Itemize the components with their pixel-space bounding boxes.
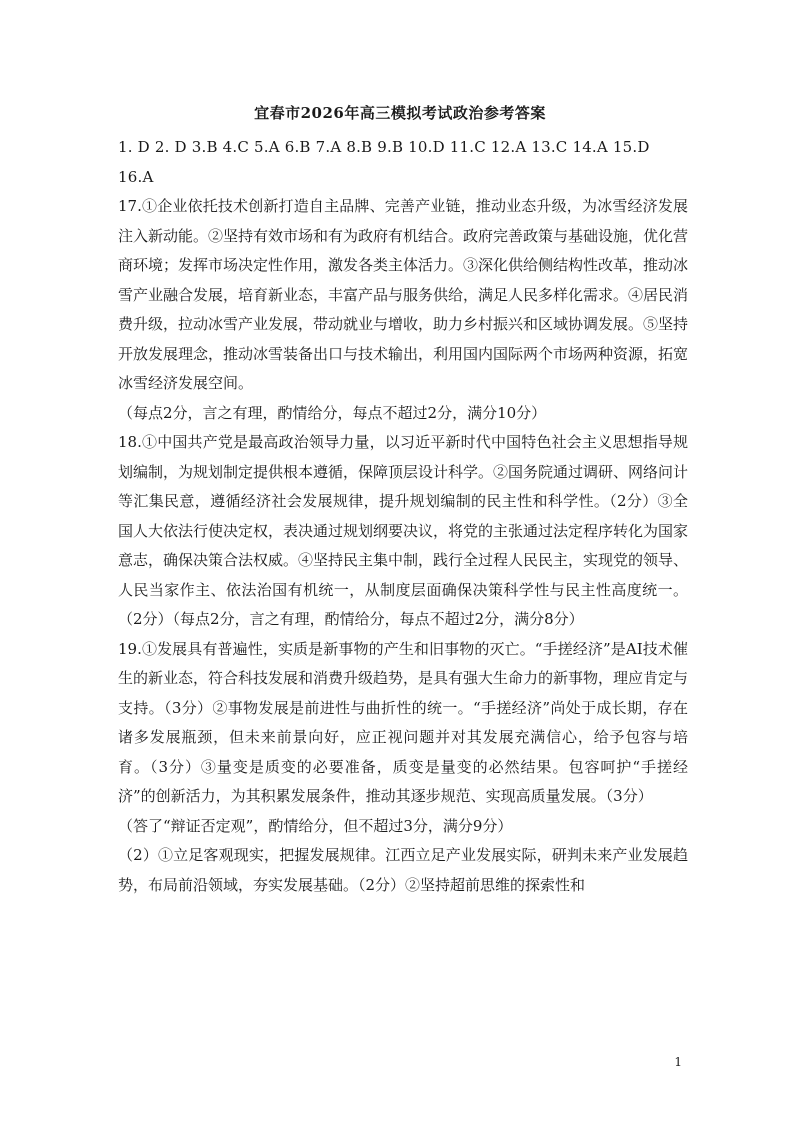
- choice-answers-line: 1. D 2. D 3.B 4.C 5.A 6.B 7.A 8.B 9.B 10.D 11.C 12.A 13.C 14.A 15.D: [118, 138, 650, 156]
- answer-paragraph-19-2: （2）①立足客观现实，把握发展规律。江西立足产业发展实际，研判未来产业发展趋势，布局前沿领域，夯实发展基础。（2分）②坚持超前思维的探索性和: [118, 846, 688, 894]
- answer-paragraph-17: 17.①企业依托技术创新打造自主品牌、完善产业链，推动业态升级，为冰雪经济发展注入新动能。②坚持有效市场和有为政府有机结合。政府完善政策与基础设施，优化营商环境；发挥市场决定性作用，激发各类主体活力。③深化供给侧结构性改革，推动冰雪产业融合发展，培育新业态，丰富产品与服务供给，满足人民多样化需求。④居民消费升级，拉动冰雪产业发展，带动就业与增收，助力乡村振兴和区域协调发展。⑤坚持开放发展理念，推动冰雪装备出口与技术输出，利用国内国际两个市场两种资源，拓宽冰雪经济发展空间。: [118, 197, 689, 392]
- answer-paragraph-19: 19.①发展具有普遍性，实质是新事物的产生和旧事物的灭亡。“手搓经济”是AI技术催生的新业态，符合科技发展和消费升级趋势，是具有强大生命力的新事物，理应肯定与支持。（3分）②事物发展是前进性与曲折性的统一。“手搓经济”尚处于成长期，存在诸多发展瓶颈，但未来前景向好，应正视问题并对其发展充满信心，给予包容与培育。（3分）③量变是质变的必要准备，质变是量变的必然结果。包容呵护“手搓经济”的创新活力，为其积累发展条件，推动其逐步规范、实现高质量发展。（3分）: [118, 639, 689, 805]
- page-number: 1: [674, 1055, 682, 1069]
- scoring-note-19: （答了“辩证否定观”，酌情给分，但不超过3分，满分9分）: [118, 816, 513, 835]
- document-title: 宜春市2026年高三模拟考试政治参考答案: [254, 104, 546, 122]
- scoring-note-17: （每点2分，言之有理，酌情给分，每点不超过2分，满分10分）: [118, 403, 547, 422]
- answer-paragraph-18: 18.①中国共产党是最高政治领导力量，以习近平新时代中国特色社会主义思想指导规划编制，为规划制定提供根本遵循，保障顶层设计科学。②国务院通过调研、网络问计等汇集民意，遵循经济社会发展规律，提升规划编制的民主性和科学性。（2分）③全国人大依法行使决定权，表决通过规划纲要决议，将党的主张通过法定程序转化为国家意志，确保决策合法权威。④坚持民主集中制，践行全过程人民民主，实现党的领导、人民当家作主、依法治国有机统一，从制度层面确保决策科学性与民主性高度统一。（2分）（每点2分，言之有理，酌情给分，每点不超过2分，满分8分）: [118, 433, 689, 628]
- choice-answers-line: 16.A: [118, 167, 154, 186]
- answer-body: [118, 133, 688, 900]
